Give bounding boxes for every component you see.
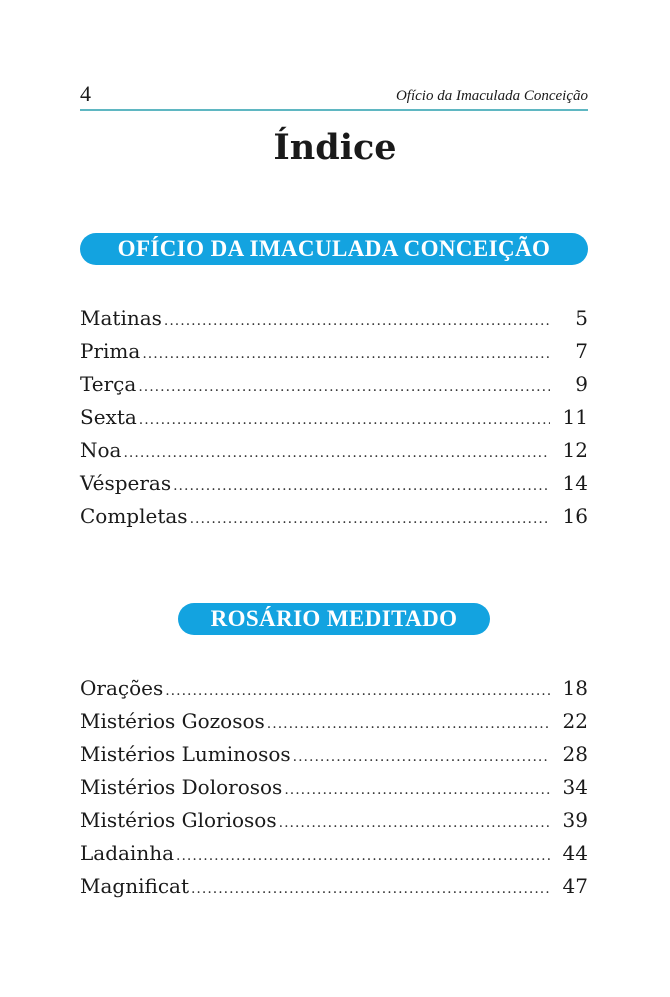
toc-entry-page: 44 bbox=[562, 841, 588, 865]
toc-entry-label: Prima bbox=[80, 339, 141, 363]
toc-entry-page: 22 bbox=[562, 709, 588, 733]
toc-entry-page: 7 bbox=[575, 339, 588, 363]
toc-entry-page: 18 bbox=[562, 676, 588, 700]
dot-leader bbox=[176, 837, 550, 873]
toc-entry[interactable] bbox=[80, 705, 588, 738]
dot-leader bbox=[173, 467, 550, 503]
dot-leader bbox=[191, 870, 550, 906]
toc-entry-page: 34 bbox=[562, 775, 588, 799]
toc-entry-label: Mistérios Gloriosos bbox=[80, 808, 277, 832]
toc-entry-page: 12 bbox=[562, 438, 588, 462]
dot-leader bbox=[139, 401, 550, 437]
dot-leader bbox=[165, 672, 550, 708]
dot-leader bbox=[123, 434, 550, 470]
toc-entry-page: 16 bbox=[562, 504, 588, 528]
toc-entry-page: 5 bbox=[575, 306, 588, 330]
toc-entry-page: 14 bbox=[562, 471, 588, 495]
dot-leader bbox=[138, 368, 550, 404]
dot-leader bbox=[190, 500, 550, 536]
toc-entry[interactable] bbox=[80, 434, 588, 467]
toc-entry[interactable] bbox=[80, 335, 588, 368]
toc-entry-label: Vésperas bbox=[80, 471, 172, 495]
page-number: 4 bbox=[80, 81, 91, 106]
toc-entry[interactable] bbox=[80, 771, 588, 804]
toc-entry-page: 28 bbox=[562, 742, 588, 766]
dot-leader bbox=[279, 804, 550, 840]
toc-entry[interactable] bbox=[80, 738, 588, 771]
dot-leader bbox=[293, 738, 550, 774]
running-title: Ofício da Imaculada Conceição bbox=[395, 88, 588, 104]
toc-entry-page: 9 bbox=[575, 372, 588, 396]
toc-entry[interactable] bbox=[80, 401, 588, 434]
toc-entry-label: Magnificat bbox=[80, 874, 189, 898]
toc-entry[interactable] bbox=[80, 368, 588, 401]
toc-entry[interactable] bbox=[80, 870, 588, 903]
dot-leader bbox=[284, 771, 550, 807]
toc-entry-label: Mistérios Gozosos bbox=[80, 709, 265, 733]
header-divider bbox=[80, 109, 588, 111]
toc-entry[interactable] bbox=[80, 302, 588, 335]
toc-list-rosario bbox=[80, 672, 588, 903]
toc-entry-label: Ladainha bbox=[80, 841, 175, 865]
toc-entry-page: 39 bbox=[562, 808, 588, 832]
toc-entry-label: Matinas bbox=[80, 306, 162, 330]
toc-entry[interactable] bbox=[80, 804, 588, 837]
toc-entry[interactable] bbox=[80, 467, 588, 500]
toc-entry[interactable] bbox=[80, 837, 588, 870]
dot-leader bbox=[164, 302, 550, 338]
toc-entry-label: Completas bbox=[80, 504, 188, 528]
toc-entry-page: 11 bbox=[562, 405, 588, 429]
dot-leader bbox=[267, 705, 550, 741]
toc-entry-page: 47 bbox=[562, 874, 588, 898]
page-header bbox=[80, 82, 588, 110]
toc-entry-label: Mistérios Luminosos bbox=[80, 742, 291, 766]
toc-entry-label: Mistérios Dolorosos bbox=[80, 775, 283, 799]
toc-entry-label: Orações bbox=[80, 676, 164, 700]
toc-entry-label: Sexta bbox=[80, 405, 137, 429]
toc-entry[interactable] bbox=[80, 672, 588, 705]
toc-entry-label: Noa bbox=[80, 438, 122, 462]
section-heading-rosario: ROSÁRIO MEDITADO bbox=[178, 603, 490, 635]
section-heading-oficio: OFÍCIO DA IMACULADA CONCEIÇÃO bbox=[80, 233, 588, 265]
toc-entry-label: Terça bbox=[80, 372, 137, 396]
dot-leader bbox=[142, 335, 550, 371]
toc-list-oficio bbox=[80, 302, 588, 533]
toc-entry[interactable] bbox=[80, 500, 588, 533]
page-title: Índice bbox=[273, 127, 397, 168]
